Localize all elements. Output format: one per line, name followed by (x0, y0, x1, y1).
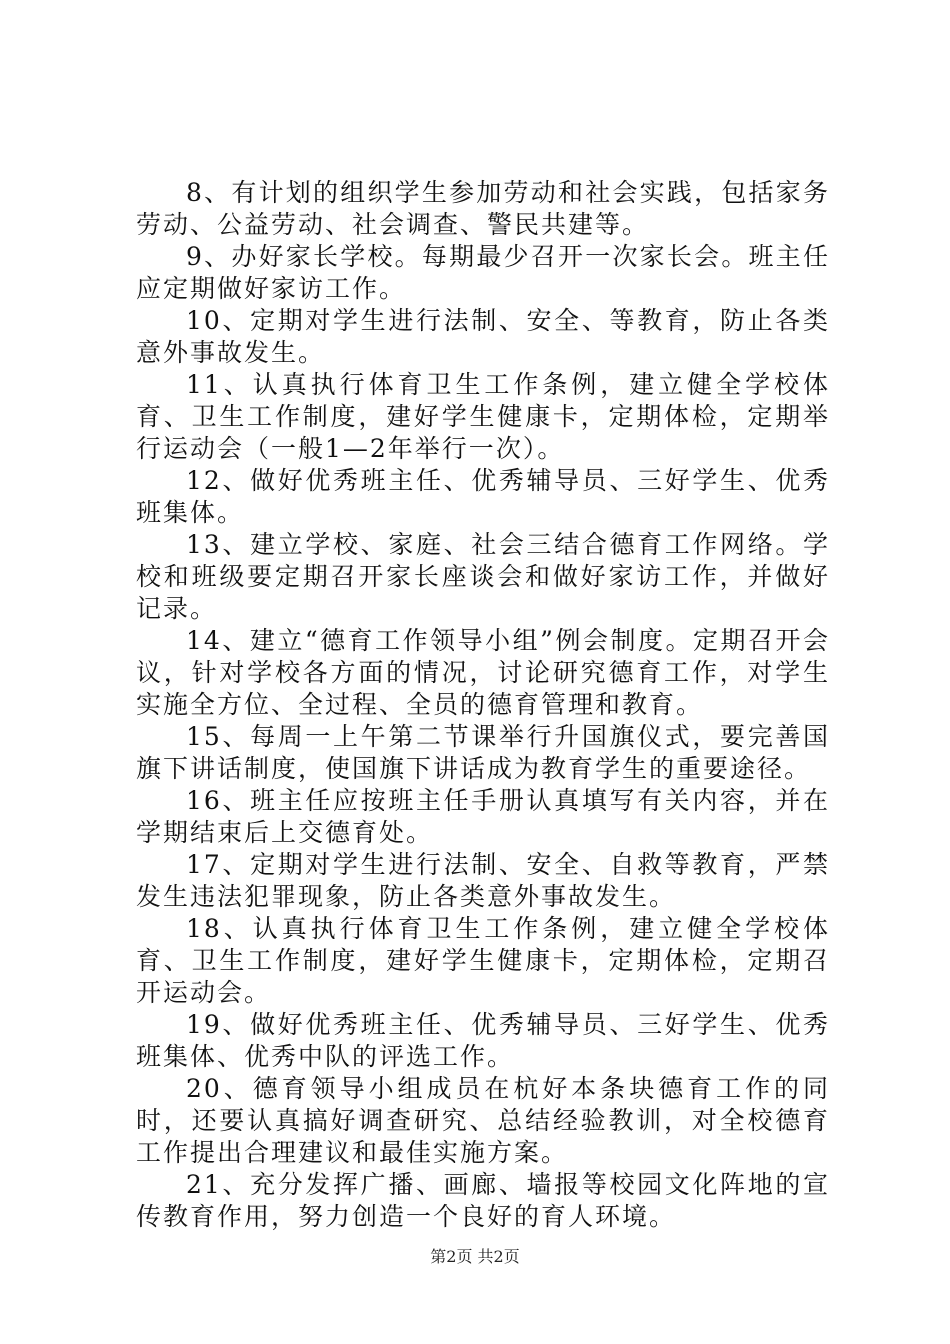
paragraph-21: 21、充分发挥广播、画廊、墙报等校园文化阵地的宣传教育作用，努力创造一个良好的育人环境。 (136, 1170, 830, 1231)
paragraph-16: 16、班主任应按班主任手册认真填写有关内容，并在学期结束后上交德育处。 (136, 786, 830, 847)
paragraph-11: 11、认真执行体育卫生工作条例，建立健全学校体育、卫生工作制度，建好学生健康卡，定期体检，定期举行运动会（一般1—2年举行一次）。 (136, 370, 830, 463)
paragraph-15: 15、每周一上午第二节课举行升国旗仪式，要完善国旗下讲话制度，使国旗下讲话成为教育学生的重要途径。 (136, 722, 830, 783)
page-number-footer: 第2页 共2页 (430, 1247, 520, 1266)
paragraph-12: 12、做好优秀班主任、优秀辅导员、三好学生、优秀班集体。 (136, 466, 830, 527)
document-body (136, 177, 830, 1233)
paragraph-20: 20、德育领导小组成员在杭好本条块德育工作的同时，还要认真搞好调查研究、总结经验教训，对全校德育工作提出合理建议和最佳实施方案。 (136, 1074, 830, 1167)
paragraph-18: 18、认真执行体育卫生工作条例，建立健全学校体育、卫生工作制度，建好学生健康卡，定期体检，定期召开运动会。 (136, 914, 830, 1007)
paragraph-9: 9、办好家长学校。每期最少召开一次家长会。班主任应定期做好家访工作。 (136, 242, 830, 303)
paragraph-10: 10、定期对学生进行法制、安全、等教育，防止各类意外事故发生。 (136, 306, 830, 367)
paragraph-19: 19、做好优秀班主任、优秀辅导员、三好学生、优秀班集体、优秀中队的评选工作。 (136, 1010, 830, 1071)
paragraph-14: 14、建立“德育工作领导小组”例会制度。定期召开会议，针对学校各方面的情况，讨论研究德育工作，对学生实施全方位、全过程、全员的德育管理和教育。 (136, 626, 830, 719)
paragraph-17: 17、定期对学生进行法制、安全、自救等教育，严禁发生违法犯罪现象，防止各类意外事故发生。 (136, 850, 830, 911)
paragraph-13: 13、建立学校、家庭、社会三结合德育工作网络。学校和班级要定期召开家长座谈会和做好家访工作，并做好记录。 (136, 530, 830, 623)
paragraph-8: 8、有计划的组织学生参加劳动和社会实践，包括家务劳动、公益劳动、社会调查、警民共建等。 (136, 178, 830, 239)
